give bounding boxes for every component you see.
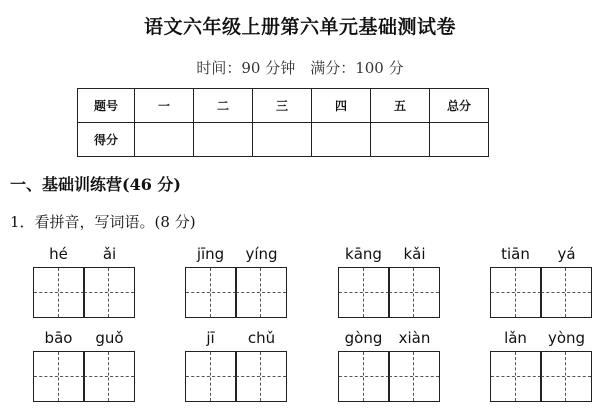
writing-box[interactable]	[540, 351, 592, 402]
writing-grid	[490, 267, 592, 318]
section-heading: 一、基础训练营(46 分)	[10, 175, 181, 194]
score-cell-blank[interactable]	[253, 123, 312, 157]
writing-box[interactable]	[388, 351, 440, 402]
score-cell-header: 四	[312, 89, 371, 123]
writing-box[interactable]	[388, 267, 440, 318]
writing-grid	[338, 267, 440, 318]
page-title: 语文六年级上册第六单元基础测试卷	[143, 16, 456, 38]
pinyin-syllable: lǎn	[504, 329, 527, 347]
writing-box[interactable]	[83, 351, 135, 402]
score-cell-blank[interactable]	[371, 123, 430, 157]
writing-grid	[185, 267, 287, 318]
pinyin-syllable: kǎi	[403, 245, 426, 263]
pinyin-syllable: bāo	[44, 329, 73, 347]
score-cell-blank[interactable]	[135, 123, 194, 157]
writing-box[interactable]	[338, 267, 390, 318]
pinyin-syllable: ǎi	[102, 245, 117, 263]
pinyin-syllable: jī	[206, 329, 215, 347]
writing-box[interactable]	[490, 351, 542, 402]
pinyin-syllable: kāng	[345, 245, 382, 263]
pinyin-syllable: hé	[49, 245, 68, 263]
score-cell-header: 总分	[430, 89, 489, 123]
pinyin-syllable: tiān	[501, 245, 530, 263]
question-1: 1．看拼音，写词语。(8 分)	[10, 213, 196, 231]
pinyin-syllable: guǒ	[95, 329, 124, 347]
writing-grid	[185, 351, 287, 402]
writing-box[interactable]	[185, 351, 237, 402]
score-table-header-row	[78, 89, 489, 123]
score-cell-header: 一	[135, 89, 194, 123]
score-table	[77, 88, 489, 157]
writing-grid	[33, 267, 135, 318]
score-cell-label: 得分	[78, 123, 135, 157]
pinyin-syllable: chǔ	[247, 329, 276, 347]
score-cell-blank[interactable]	[312, 123, 371, 157]
writing-grid	[490, 351, 592, 402]
writing-box[interactable]	[540, 267, 592, 318]
writing-box[interactable]	[338, 351, 390, 402]
pinyin-syllable: yá	[557, 245, 576, 263]
pinyin-syllable: jīng	[196, 245, 225, 263]
writing-box[interactable]	[83, 267, 135, 318]
score-cell-header: 三	[253, 89, 312, 123]
score-cell-header: 五	[371, 89, 430, 123]
writing-box[interactable]	[33, 351, 85, 402]
pinyin-syllable: xiàn	[398, 329, 431, 347]
writing-box[interactable]	[33, 267, 85, 318]
score-cell-blank[interactable]	[430, 123, 489, 157]
writing-grid	[338, 351, 440, 402]
exam-time-and-score: 时间：90 分钟 满分：100 分	[196, 59, 404, 77]
writing-grid	[33, 351, 135, 402]
writing-box[interactable]	[235, 267, 287, 318]
score-table-score-row	[78, 123, 489, 157]
score-cell-header: 二	[194, 89, 253, 123]
writing-box[interactable]	[490, 267, 542, 318]
score-cell-label: 题号	[78, 89, 135, 123]
writing-box[interactable]	[235, 351, 287, 402]
score-cell-blank[interactable]	[194, 123, 253, 157]
pinyin-syllable: yòng	[547, 329, 586, 347]
pinyin-syllable: yíng	[245, 245, 278, 263]
pinyin-syllable: gòng	[344, 329, 383, 347]
writing-box[interactable]	[185, 267, 237, 318]
